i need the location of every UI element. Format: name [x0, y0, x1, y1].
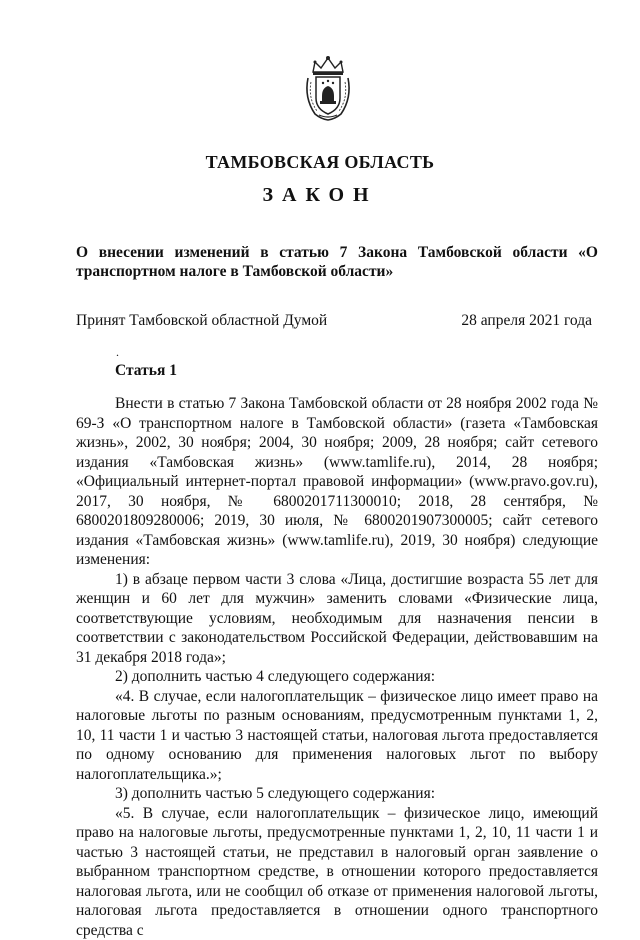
article-body: [76, 394, 598, 940]
document-type: ЗАКОН: [0, 184, 640, 207]
adoption-date: 28 апреля 2021 года: [461, 311, 592, 330]
article-heading: Статья 1: [115, 362, 177, 380]
stray-dot: .: [116, 345, 119, 360]
adoption-line: [76, 311, 598, 330]
region-name: ТАМБОВСКАЯ ОБЛАСТЬ: [0, 152, 640, 173]
coat-of-arms-icon: [303, 54, 353, 122]
article-paragraph: 3) дополнить частью 5 следующего содержания:: [76, 784, 598, 804]
article-paragraph: 1) в абзаце первом части 3 слова «Лица, достигшие возраста 55 лет для женщин и 60 лет для мужчин» заменить словами «Физические лица, соответствующие условиям, необходимым для назначения пенсии в соответствии с законодательством Российской Федерации, действовавшим на 31 декабря 2018 года»;: [76, 570, 598, 668]
law-title: О внесении изменений в статью 7 Закона Тамбовской области «О транспортном налоге в Тамбовской области»: [76, 243, 598, 281]
article-paragraph: 2) дополнить частью 4 следующего содержания:: [76, 667, 598, 687]
article-paragraph: «4. В случае, если налогоплательщик – физическое лицо имеет право на налоговые льготы по разным основаниям, предусмотренным пунктами 1, 2, 10, 11 части 1 и частью 3 настоящей статьи, налоговая льгота предоставляется по одному основанию для применения налоговых льгот по выбору налогоплательщика.»;: [76, 687, 598, 785]
article-paragraph: Внести в статью 7 Закона Тамбовской области от 28 ноября 2002 года № 69-З «О транспортном налоге в Тамбовской области» (газета «Тамбовская жизнь», 2002, 30 ноября; 2004, 30 ноября; 2009, 28 ноября; сайт сетевого издания «Тамбовская жизнь» (www.tamlife.ru), 2014, 28 ноября; «Официальный интернет-портал правовой информации» (www.pravo.gov.ru), 2017, 30 ноября, № 6800201711300010; 2018, 28 сентября, № 6800201809280006; 2019, 30 июля, № 6800201907300005; сайт сетевого издания «Тамбовская жизнь» (www.tamlife.ru), 2019, 30 ноября) следующие изменения:: [76, 394, 598, 570]
article-paragraph: «5. В случае, если налогоплательщик – физическое лицо, имеющий право на налоговые льготы, предусмотренные пунктами 1, 2, 10, 11 части 1 и частью 3 настоящей статьи, не представил в налоговый орган заявление о выбранном транспортном средстве, в отношении которого предоставляется налоговая льгота, или не сообщил об отказе от применения налоговой льготы, налоговая льгота предоставляется в отношении одного транспортного средства с: [76, 804, 598, 940]
adopted-by: Принят Тамбовской областной Думой: [76, 312, 327, 329]
